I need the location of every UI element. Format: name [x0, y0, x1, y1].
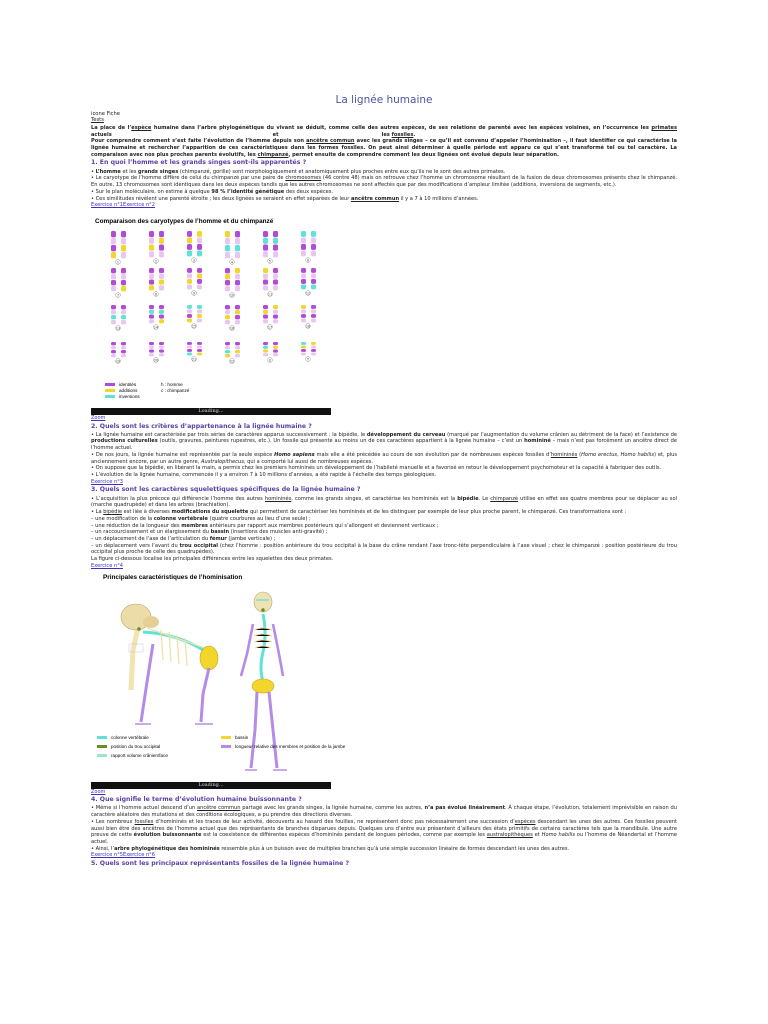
section-3-title: 3. Quels sont les caractères squelettiques spécifiques de la lignée humaine ?: [91, 486, 361, 494]
hominisation-figure: [91, 572, 346, 782]
fig1-zoom-link[interactable]: Zoom: [91, 414, 106, 421]
chromosome: [111, 305, 116, 324]
chromosome: [149, 342, 154, 356]
chromosome: [301, 268, 306, 289]
chromosome: [235, 231, 240, 258]
chromosome: [111, 231, 116, 258]
chromosome-number-label: 12: [305, 291, 311, 296]
exercise-2-link[interactable]: Exercice n°2: [122, 202, 155, 209]
legend-additions: additions: [119, 387, 138, 393]
karyotype-figure: [91, 213, 331, 408]
s3-list-5: – un déplacement vers l’avant du trou occipital (chez l’homme : position antérieure du trou occipital à la base du crâne rendant l’axe tronc-tête perpendiculaire à l’axe visuel ; chez le chimpanzé : position postérieure du trou occipital plus proche de celle des quadrupèdes).: [91, 542, 677, 556]
exercise-4-link[interactable]: Exercice n°4: [91, 562, 123, 569]
legend-swatch-identites: [105, 383, 115, 386]
chromosome: [273, 268, 278, 290]
s3-figure-intro: La figure ci-dessous localise les principales différences entre les squelettes des deux primates.: [91, 556, 334, 563]
chromosome: [187, 231, 192, 256]
legend-c: c : chimpanzé: [161, 387, 190, 393]
chromosome: [235, 305, 240, 324]
link-chimpanze[interactable]: chimpanzé: [257, 151, 289, 158]
karyotype-figure-title: Comparaison des caryotypes de l’homme et du chimpanzé: [95, 217, 274, 225]
chromosome-number-label: 11: [267, 292, 273, 297]
tests-link[interactable]: Tests: [91, 117, 104, 124]
s1-bullet-2: • Le caryotype de l’homme diffère de celui du chimpanzé par une paire de chromosomes (46 contre 48) mais on retrouve chez l’homme un chromosome résultant de la fusion de deux chromosomes présents chez le chimpanzé. En outre, 13 chromosomes sont identiques dans les deux espèces tandis que les autres chromosomes ne sont affectés que par des modifications d’ampleur limitée (additions, inversions de segments, etc.).: [91, 175, 677, 189]
chromosome: [149, 231, 154, 257]
link-fossiles-2[interactable]: fossiles: [134, 818, 154, 825]
legend-bassin: bassin: [235, 734, 249, 740]
chromosome: [149, 305, 154, 323]
chromosome: [187, 305, 192, 322]
chromosome-number-label: 18: [305, 324, 311, 329]
chromosome: [121, 342, 126, 357]
chromosome: [225, 342, 230, 357]
chromosome: [159, 342, 164, 356]
chromosome: [187, 342, 192, 355]
chromosome-number-label: Y: [306, 357, 310, 362]
chromosome: [263, 305, 268, 323]
chromosome: [225, 268, 230, 291]
chromosome: [121, 268, 126, 291]
s2-bullet-2: • De nos jours, la lignée humaine est représentée par la seule espèce Homo sapiens mais elle a été précédée au cours de son évolution par de nombreuses espèces fossiles d’homininés (Homo erectus, Homo habilis) et, plus anciennement encore, par un autre genre, Australopithecus, qui a comporté lui aussi de nombreuses espèces.: [91, 451, 677, 465]
chromosome: [159, 268, 164, 290]
chromosome: [263, 268, 268, 290]
chromosome: [263, 231, 268, 257]
chromosome-number-label: 22: [229, 359, 235, 364]
chromosome: [149, 268, 154, 290]
s4-bullet-2: • Les nombreux fossiles d’homininés et les traces de leur activité, découverts au hasard des fouilles, ne représentent donc pas nécessairement une succession d’espèces descendant les unes des autres. Ces fossiles peuvent aussi bien être des ancêtres de l’homme actuel que des représentants de branches disparues depuis. Quelques uns d’entre eux présentent d’ailleurs des états primitifs de certains caractères tels que la mandibule. Une autre preuve de cette évolution buissonnante est la coexistence de différentes espèces d’homininés pendant de longues périodes, comme par exemple les australopithèques et Homo habilis ou l’homme de Néandertal et l’homme actuel.: [91, 818, 678, 845]
section-5-title: 5. Quels sont les principaux représentants fossiles de la lignée humaine ?: [91, 860, 350, 868]
chromosome-number-label: 1: [116, 260, 120, 265]
link-chromosomes[interactable]: chromosomes: [285, 175, 322, 182]
chromosome-number-label: 16: [229, 326, 235, 331]
chromosome: [187, 268, 192, 289]
chromosome: [159, 305, 164, 323]
karyotype-svg: [91, 213, 331, 408]
chromosome-number-label: 20: [153, 358, 159, 363]
s3-list-2: – une réduction de la longueur des membres antérieurs par rapport aux membres postérieurs qui s’allongent et deviennent verticaux ;: [91, 522, 439, 529]
chromosome: [197, 268, 202, 289]
s4-bullet-1: • Même si l’homme actuel descend d’un ancêtre commun partagé avec les grands singes, la lignée humaine, comme les autres, n’a pas évolué linéairement. À chaque étape, l’évolution, totalement imprévisible en raison du caractère aléatoire des mutations et des conditions écologiques, a pu prendre des directions diverses.: [91, 805, 677, 819]
chromosome-number-label: 7: [116, 293, 120, 298]
chromosome: [111, 268, 116, 291]
fig2-loading-bar: Loading...: [91, 782, 331, 789]
legend-trou-occipital: position du trou occipital: [111, 743, 161, 749]
chromosome: [301, 231, 306, 256]
chromosome: [121, 305, 126, 324]
chromosome: [197, 305, 202, 322]
link-hominines-2[interactable]: homininés: [264, 495, 292, 502]
chimpanzee-skeleton: [121, 604, 218, 724]
s4-bullet-3: • Ainsi, l’arbre phylogénétique des homininés ressemble plus à un buisson avec de multiples branches qu’à une simple succession linéaire de formes descendant les unes des autres.: [91, 845, 570, 852]
chromosome: [311, 231, 316, 256]
chromosome-number-label: 9: [192, 291, 196, 296]
legend-identites: identités: [119, 381, 137, 387]
legend-inversions: inversions: [119, 393, 140, 399]
link-ancetre-commun[interactable]: ancêtre commun: [306, 138, 355, 145]
link-chimpanze-2[interactable]: chimpanzé: [490, 495, 519, 502]
chromosome-number-label: X: [268, 358, 272, 363]
legend-swatch-inversions: [105, 395, 115, 398]
s3-list-1: – une modification de la colonne vertébrale (quatre courbures au lieu d’une seule) ;: [91, 515, 311, 522]
chromosome-number-label: 3: [192, 258, 196, 263]
chromosome: [235, 268, 240, 291]
s1-bullet-1: • L’homme et les grands singes (chimpanzé, gorille) sont morphologiquement et anatomiquement plus proches entre eux qu’ils ne le sont des autres primates.: [91, 168, 506, 175]
chromosome: [225, 231, 230, 258]
chromosome-number-label: 8: [154, 292, 158, 297]
exercise-5-link[interactable]: Exercice n°5: [91, 852, 123, 859]
page-title: La lignée humaine: [335, 94, 433, 106]
exercise-3-link[interactable]: Exercice n°3: [91, 478, 123, 485]
chromosome: [121, 231, 126, 258]
chromosome: [273, 305, 278, 323]
chromosome-number-label: 14: [153, 325, 159, 330]
chromosome-number-label: 17: [267, 325, 273, 330]
doc-meta: [91, 111, 677, 124]
chromosome-number-label: 2: [154, 259, 158, 264]
chromosome-number-label: 5: [268, 259, 272, 264]
intro-paragraph: La place de l’espèce humaine dans l’arbre phylogénétique du vivant se déduit, comme celle des autres espèces, de ses relations de parenté avec les espèces voisines, en l’occurrence les primates actuels et les fossiles. Pour comprendre comment s’est faite l’évolution de l’homme depuis son ancêtre commun avec les grands singes – ce qu’il est convenu d’appeler l’hominisation –, il faut identifier ce qui caractérise la lignée humaine et rechercher l’apparition de ces caractéristiques dans les formes fossiles. On peut ainsi déterminer à quelle période est apparu ce qui s’est transformé tel ou tel caractère. La comparaison avec nos plus proches parents évolutifs, les chimpanzé, permet ensuite de comprendre comment les deux lignées ont évolué depuis leur séparation.: [91, 124, 677, 158]
icon-fiche-alt: icone Fiche: [91, 110, 120, 117]
chromosome-number-label: 13: [115, 326, 121, 331]
exercise-6-link[interactable]: Exercice n°6: [122, 852, 155, 859]
fig2-zoom-link[interactable]: Zoom: [91, 788, 106, 795]
exercise-1-link[interactable]: Exercice n°1: [91, 202, 123, 209]
chromosome: [301, 305, 306, 322]
chromosome-number-label: 21: [191, 357, 197, 362]
hominisation-svg: [91, 572, 346, 782]
link-ancetre-commun-2[interactable]: ancêtre commun: [350, 195, 400, 202]
link-espece[interactable]: espèce: [131, 124, 152, 131]
chromosome: [225, 305, 230, 324]
s3-list-3: – un raccourcissement et un élargissement du bassin (insertions des muscles anti-gravité) ;: [91, 529, 328, 536]
document-page: [91, 90, 677, 869]
chromosome-number-label: 4: [230, 260, 234, 265]
legend-longueur: longueur relative des membres et position de la jambe: [235, 743, 346, 749]
s2-bullet-1: • La lignée humaine est caractérisée par trois séries de caractères apparus successivement : la bipédie, le développement du cerveau (marqué par l’augmentation du volume crânien au détriment de la face) et l’existence de productions culturelles (outils, gravures, peintures rupestres, etc.). Un fossile qui présente au moins un de ces caractères appartient à la lignée humaine – c’est un homininé – mais n’est pas forcément un ancêtre direct de l’homme actuel.: [91, 431, 677, 452]
link-especes[interactable]: espèces: [514, 818, 536, 825]
chromosome: [311, 268, 316, 289]
section-4-title: 4. Que signifie le terme d’évolution humaine buissonnante ?: [91, 796, 302, 804]
s2-bullet-3: • On suppose que la bipédie, en libérant la main, a permis chez les premiers homininés un développement de l’habileté manuelle et a favorisé en retour le développement psychomoteur et la capacité à fabriquer des outils.: [91, 465, 662, 472]
chromosome: [301, 342, 306, 355]
legend-h: h : homme: [161, 381, 183, 387]
chromosome: [273, 342, 278, 356]
chromosome-number-label: 15: [191, 324, 197, 329]
link-bipedie[interactable]: bipédie: [103, 509, 123, 516]
link-australopitheques[interactable]: australopithèques: [486, 832, 533, 839]
s2-bullet-4: • L’évolution de la lignée humaine, commencée il y a environ 7 à 10 millions d’années, a été rapide à l’échelle des temps géologiques.: [91, 472, 437, 479]
s3-list-4: – un déplacement de l’axe de l’articulation du fémur (jambe verticale) ;: [91, 535, 276, 542]
chromosome: [273, 231, 278, 257]
chromosome: [111, 342, 116, 357]
hominisation-legend: [97, 735, 346, 758]
link-ancetre-commun-3[interactable]: ancêtre commun: [197, 805, 241, 812]
s3-bullet-2: • La bipédie est liée à diverses modifications du squelette qui permettent de caractériser les homininés et de les distinguer par exemple de leur plus proche parent, le chimpanzé. Ces transformations sont :: [91, 509, 627, 516]
legend-swatch-additions: [105, 389, 115, 392]
chromosome: [197, 231, 202, 256]
chromosome: [311, 305, 316, 322]
chromosome: [235, 342, 240, 357]
legend-colonne: colonne vertébrale: [111, 734, 149, 740]
fig1-loading-bar: Loading...: [91, 408, 331, 415]
link-fossiles[interactable]: fossiles: [391, 131, 414, 138]
s1-bullet-4: • Ces similitudes révèlent une parenté étroite ; les deux lignées se seraient en effet séparées de leur ancêtre commun il y a 7 à 10 millions d’années.: [91, 195, 479, 202]
chromosome: [159, 231, 164, 257]
s1-bullet-3: • Sur le plan moléculaire, on estime à quelque 98 % l’identité génétique des deux espèces.: [91, 188, 334, 195]
section-1-title: 1. En quoi l’homme et les grands singes sont-ils apparentés ?: [91, 159, 307, 167]
chromosome: [197, 342, 202, 355]
chromosome: [263, 342, 268, 356]
chromosome: [311, 342, 316, 355]
karyotype-grid: [111, 231, 316, 363]
hominisation-figure-title: Principales caractéristiques de l’hominisation: [103, 573, 243, 581]
chromosome-number-label: 19: [115, 359, 121, 364]
chromosome-number-label: 10: [229, 293, 235, 298]
link-primates[interactable]: primates: [651, 124, 677, 131]
link-hominines[interactable]: homininés: [550, 451, 578, 458]
chromosome-number-label: 6: [306, 258, 310, 263]
section-2-title: 2. Quels sont les critères d’appartenance à la lignée humaine ?: [91, 422, 312, 430]
s3-bullet-1: • L’acquisition la plus précoce qui différencie l’homme des autres homininés, comme les grands singes, et caractérise les homininés est la bipédie. Le chimpanzé utilise en effet ses quatre membres pour se déplacer au sol (marche quadrupède) et dans les arbres (brachiation).: [91, 495, 677, 509]
legend-rapport: rapport volume crânien/face: [111, 752, 168, 758]
